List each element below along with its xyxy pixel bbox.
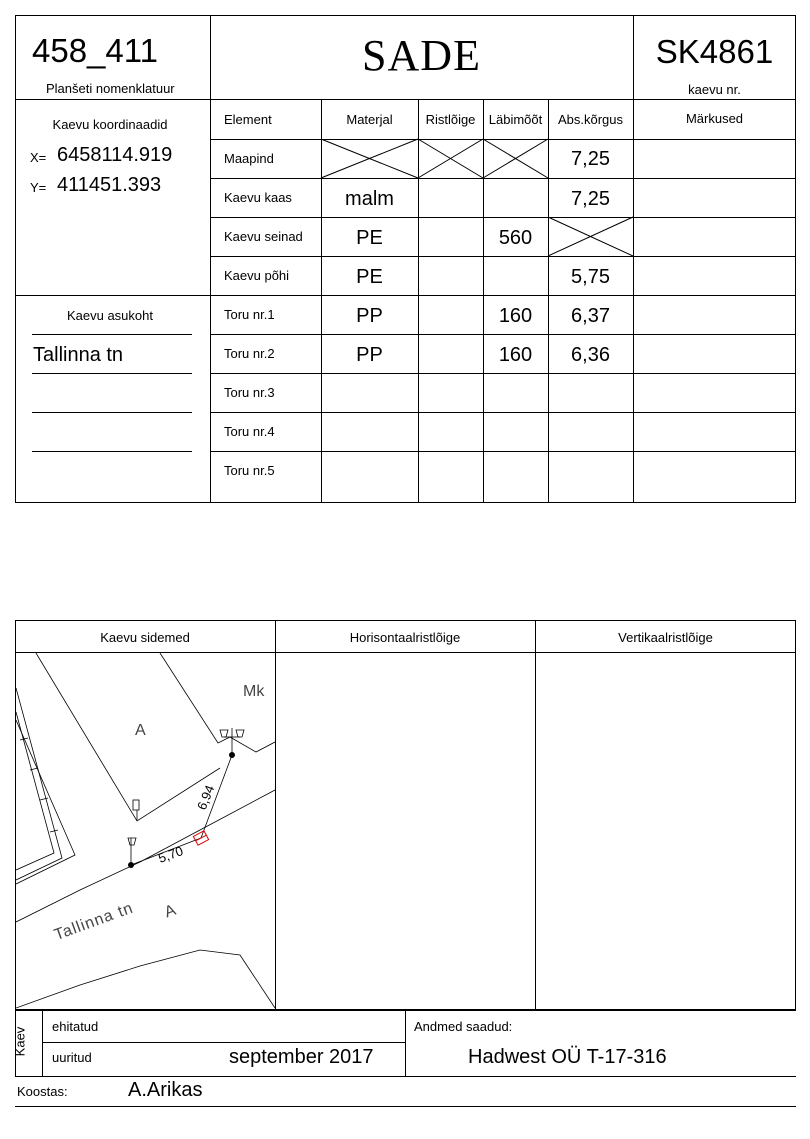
header-notes: Märkused	[685, 111, 744, 126]
row-element: Maapind	[224, 151, 274, 166]
row-element: Kaevu põhi	[224, 268, 290, 283]
divider	[42, 1010, 43, 1076]
divider	[405, 1010, 406, 1076]
well-id: SK4861	[655, 33, 774, 70]
header-element: Element	[224, 112, 272, 127]
row-element: Kaevu seinad	[224, 229, 303, 244]
horizontal-section-title: Horisontaalristlõige	[349, 630, 461, 645]
row-element: Kaevu kaas	[224, 190, 292, 205]
surveyed-label: uuritud	[52, 1050, 92, 1065]
row-material: PP	[356, 305, 383, 327]
row-material: PE	[356, 227, 383, 249]
location-label: Kaevu asukoht	[66, 308, 153, 323]
row-diameter: 160	[498, 305, 533, 327]
data-source-value: Hadwest OÜ T-17-316	[468, 1046, 667, 1068]
row-element: Toru nr.1	[224, 307, 275, 322]
header-section: Ristlõige	[425, 112, 476, 127]
data-source-label: Andmed saadud:	[414, 1019, 513, 1034]
header-material: Materjal	[346, 112, 393, 127]
divider	[42, 1042, 405, 1043]
x-value: 6458114.919	[57, 144, 173, 166]
divider	[535, 620, 536, 1010]
header-elevation: Abs.kõrgus	[557, 112, 624, 127]
na-cross-marks	[0, 0, 810, 520]
x-prefix: X=	[30, 150, 47, 165]
row-diameter: 560	[498, 227, 533, 249]
y-prefix: Y=	[30, 180, 47, 195]
header-diameter: Läbimõõt	[488, 112, 543, 127]
connections-title: Kaevu sidemed	[100, 630, 190, 645]
row-material: PP	[356, 344, 383, 366]
document-title: SADE	[362, 31, 481, 80]
map-street-label: Tallinna tn	[52, 899, 136, 944]
sheet-label: Planšeti nomenklatuur	[46, 81, 175, 96]
map-label-mk: Mk	[243, 683, 265, 700]
row-material: PE	[356, 266, 383, 288]
well-vertical-label: Kaev	[12, 1026, 28, 1057]
map-distance-1: 6,94	[193, 782, 218, 813]
site-sketch-map	[16, 653, 275, 1009]
coords-label: Kaevu koordinaadid	[52, 117, 168, 132]
row-diameter: 160	[498, 344, 533, 366]
row-elevation: 6,37	[571, 305, 610, 327]
row-element: Toru nr.2	[224, 346, 275, 361]
y-value: 411451.393	[57, 174, 162, 196]
sheet-code: 458_411	[32, 32, 159, 69]
row-element: Toru nr.4	[224, 424, 275, 439]
divider	[15, 1076, 796, 1077]
divider	[15, 1106, 796, 1107]
built-label: ehitatud	[52, 1019, 99, 1034]
row-elevation: 5,75	[571, 266, 610, 288]
author-label: Koostas:	[17, 1084, 68, 1099]
surveyed-date: september 2017	[229, 1046, 374, 1068]
row-elevation: 7,25	[571, 148, 610, 170]
row-element: Toru nr.5	[224, 463, 275, 478]
location-street: Tallinna tn	[33, 344, 124, 366]
divider	[275, 620, 276, 1010]
row-element: Toru nr.3	[224, 385, 275, 400]
well-id-label: kaevu nr.	[688, 82, 741, 97]
author-value: A.Arikas	[128, 1079, 203, 1101]
map-label-a1: A	[135, 722, 146, 739]
row-elevation: 6,36	[571, 344, 610, 366]
vertical-section-title: Vertikaalristlõige	[618, 630, 713, 645]
row-material: malm	[345, 188, 394, 210]
map-label-a2: A	[162, 901, 179, 922]
map-distance-2: 5,70	[156, 843, 186, 866]
row-elevation: 7,25	[571, 188, 610, 210]
